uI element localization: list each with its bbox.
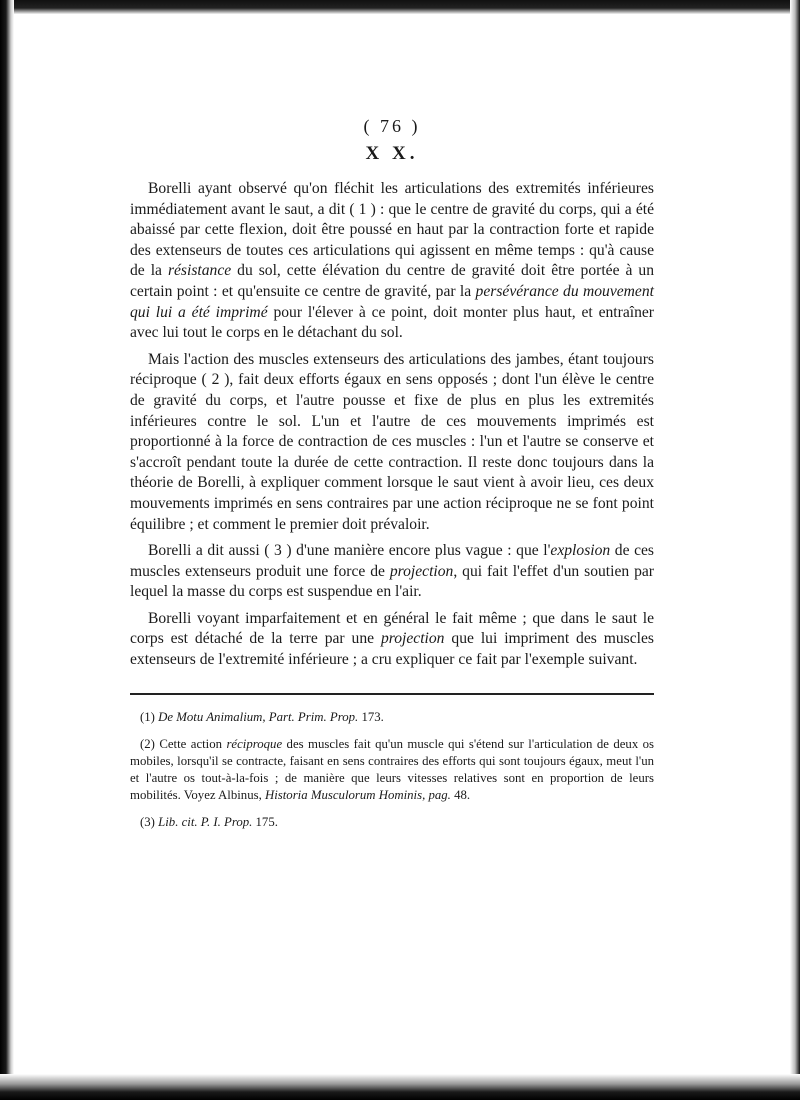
footnote-1-number: (1) — [140, 709, 159, 724]
paragraph-3-text-b: de ces muscles extenseurs produit une force de — [130, 542, 654, 580]
footnote-1-italic: De Motu Animalium, Part. Prim. Prop. — [158, 709, 359, 724]
footnote-3-number: (3) — [140, 814, 159, 829]
footnote-1-text: 173. — [358, 709, 384, 724]
paragraph-2: Mais l'action des muscles extenseurs des articulations des jambes, étant toujours réciproque ( 2 ), fait deux efforts égaux en sens opposés ; dont l'un élève le centre de gravité du corps, et l'autre pousse et fixe de plus en plus les extremités inférieures contre le sol. L'un et l'autre de ces mouvements imprimés est proportionné à la force de contraction de ces muscles : l'un et l'autre se conserve et s'accroît pendant toute la durée de cette contraction. Il reste donc toujours dans la théorie de Borelli, à expliquer comment lorsque le saut vient à avoir lieu, ces deux mouvements imprimés en sens contraires par une action réciproque ne se font point équilibre ; et comment le premier doit prévaloir. — [130, 350, 654, 533]
paragraph-1-text-b: du sol, cette élévation du centre de gravité doit être portée à un certain point : et qu'ensuite ce centre de gravité, par la — [130, 262, 654, 300]
paragraph-4 — [130, 609, 654, 671]
footnote-3-text: 175. — [252, 814, 278, 829]
footnote-divider — [130, 693, 654, 695]
footnote-2-number: (2) — [140, 736, 160, 751]
paragraph-4-text-a: Borelli voyant imparfaitement et en général le fait même ; que dans le saut le corps est détaché de la terre par une — [130, 609, 654, 648]
footnotes — [130, 709, 654, 831]
paragraph-1-italic-1: résistance — [167, 262, 232, 280]
footnote-2-italic-2: Historia Musculorum Hominis, pag. — [264, 787, 451, 802]
paragraph-4-text-b: que lui impriment des muscles extenseurs de l'extremité inférieure ; a cru expliquer ce fait par l'exemple suivant. — [130, 630, 654, 669]
footnote-2-text-b: des muscles fait qu'un muscle qui s'étend sur l'articulation de deux os mobiles, lorsqu'il se contracte, faisant en sens contraires des efforts qui sont toujours égaux, meut l'un et l'autre os tout-à-la-fois ; de manière que leurs vitesses relatives sont en proportion de leurs mobilités. Voyez Albinus, — [130, 736, 655, 802]
footnote-2 — [130, 736, 654, 804]
footnote-3 — [130, 814, 654, 831]
scan-edge-left — [0, 0, 14, 1100]
paragraph-3-italic-2: projection — [389, 562, 454, 580]
scan-edge-right — [790, 0, 800, 1100]
paragraph-3 — [130, 541, 654, 603]
paragraph-1-text-c: pour l'élever à ce point, doit monter plus haut, et entraîner avec lui tout le corps en le détachant du sol. — [130, 303, 654, 342]
scan-edge-bottom — [0, 1074, 800, 1100]
section-title: X X. — [365, 143, 419, 164]
page-number: ( 76 ) — [363, 116, 421, 136]
footnote-3-italic: Lib. cit. P. I. Prop. — [158, 814, 253, 829]
paragraph-3-text-c: , qui fait l'effet d'un soutien par lequel la masse du corps est suspendue en l'air. — [130, 562, 655, 601]
footnote-2-text-c: 48. — [450, 787, 471, 802]
footnote-2-italic-1: réciproque — [226, 736, 283, 751]
paragraph-1-text-a: Borelli ayant observé qu'on fléchit les articulations des extremités inférieures immédiatement avant le saut, a dit ( 1 ) : que le centre de gravité du corps, qui a été abaissé par cette flexion, doit être poussé en haut par la contraction forte et rapide des extenseurs de toutes ces articulations qui agissent en même temps : qu'à cause de la — [130, 180, 654, 280]
paragraph-1-italic-2: persévérance du mouvement qui lui a été imprimé — [130, 282, 654, 321]
paragraph-3-italic-1: explosion — [550, 542, 611, 560]
footnote-2-text-a: Cette action — [159, 736, 227, 751]
body-text — [130, 179, 654, 671]
footnote-1 — [130, 709, 654, 726]
paragraph-4-italic-1: projection — [380, 630, 445, 648]
paragraph-3-text-a: Borelli a dit aussi ( 3 ) d'une manière encore plus vague : que l' — [148, 542, 551, 560]
page-content — [130, 116, 654, 841]
paragraph-1 — [130, 179, 654, 344]
scan-edge-top — [0, 0, 800, 14]
